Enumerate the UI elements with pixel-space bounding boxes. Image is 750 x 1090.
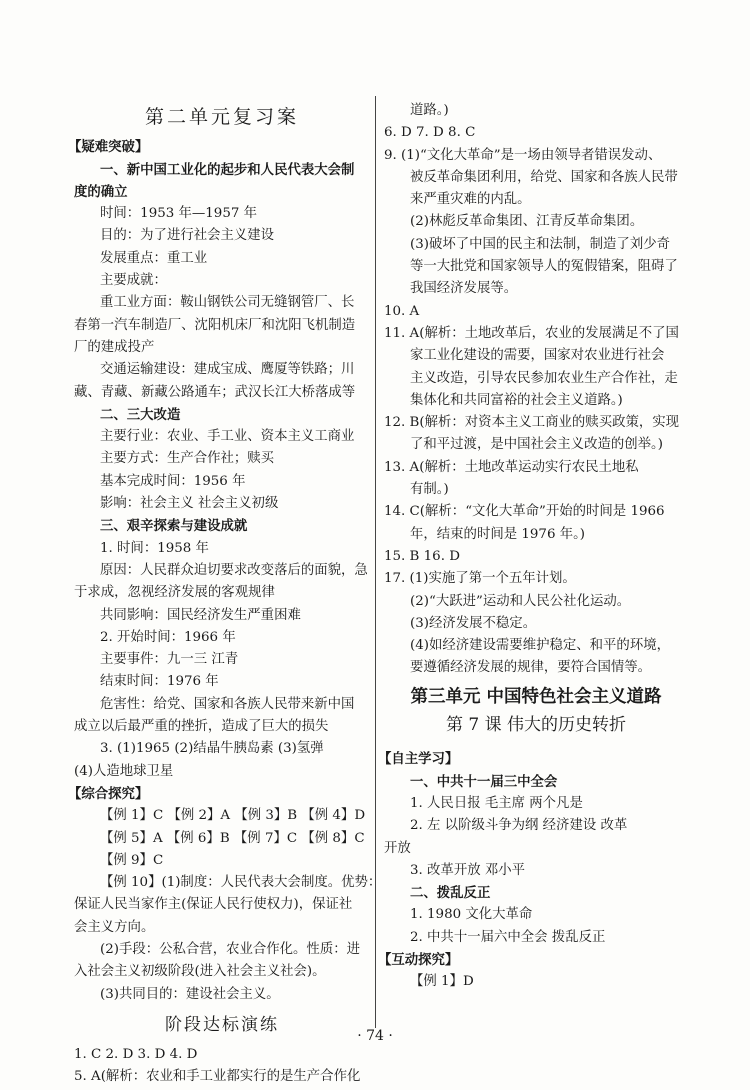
text-line: (3)经济发展不稳定。 bbox=[410, 615, 537, 631]
text-line: 【例 1】C 【例 2】A 【例 3】B 【例 4】D bbox=[100, 808, 366, 824]
text-line: (3)破坏了中国的民主和法制，制造了刘少奇 bbox=[410, 236, 670, 252]
text-line: 【例 9】C bbox=[100, 852, 164, 868]
text-line: 6. D 7. D 8. C bbox=[384, 125, 476, 141]
text-line: 被反革命集团利用，给党、国家和各族人民带 bbox=[410, 169, 678, 185]
text-line: 17. (1)实施了第一个五年计划。 bbox=[384, 571, 576, 587]
text-line: (2)林彪反革命集团、江青反革命集团。 bbox=[410, 214, 644, 230]
lesson-title: 第 7 课 伟大的历史转折 bbox=[445, 715, 627, 736]
left-lines bbox=[68, 136, 382, 1006]
text-line: 家工业化建设的需要，国家对农业进行社会 bbox=[410, 348, 665, 364]
right-column bbox=[378, 100, 688, 994]
text-line: 三、艰辛探索与建设成就 bbox=[100, 518, 248, 535]
text-line: 【自主学习】 bbox=[378, 751, 459, 768]
text-line: 【例 5】A 【例 6】B 【例 7】C 【例 8】C bbox=[100, 830, 365, 846]
text-line: (2)手段：公私合营，农业合作化。性质：进 bbox=[100, 941, 360, 957]
text-line: 影响：社会主义 社会主义初级 bbox=[100, 496, 279, 512]
text-line: 度的确立 bbox=[74, 183, 128, 200]
text-line: 要遵循经济发展的规律，要符合国情等。 bbox=[410, 660, 652, 676]
text-line: 12. B(解析：对资本主义工商业的赎买政策，实现 bbox=[384, 415, 680, 431]
left-tail bbox=[74, 1044, 370, 1089]
text-line: 入社会主义初级阶段(进入社会主义社会)。 bbox=[74, 964, 326, 980]
text-line: 10. A bbox=[384, 303, 420, 319]
text-line: 主义改造，引导农民参加农业生产合作社，走 bbox=[410, 370, 678, 386]
unit-title: 第三单元 中国特色社会主义道路 bbox=[410, 686, 662, 707]
text-line: 【疑难突破】 bbox=[68, 139, 149, 156]
text-line: (2)“大跃进”运动和人民公社化运动。 bbox=[410, 593, 631, 609]
text-line: 2. 左 以阶级斗争为纲 经济建设 改革 bbox=[410, 818, 628, 834]
text-line: 9. (1)“文化大革命”是一场由领导者错误发动、 bbox=[384, 147, 662, 163]
text-line: 原因：人民群众迫切要求改变落后的面貌，急 bbox=[100, 562, 368, 578]
text-line: 会主义方向。 bbox=[74, 919, 155, 935]
text-line: 年，结束的时间是 1976 年。) bbox=[410, 526, 586, 542]
text-line: 一、中共十一届三中全会 bbox=[410, 773, 558, 790]
text-line: 道路。) bbox=[410, 103, 449, 118]
text-line: 主要事件：九一三 江青 bbox=[100, 652, 239, 668]
text-line: 【互动探究】 bbox=[378, 951, 459, 968]
text-line: 3. (1)1965 (2)结晶牛胰岛素 (3)氢弹 bbox=[100, 741, 324, 757]
text-line: 春第一汽车制造厂、沈阳机床厂和沈阳飞机制造 bbox=[74, 317, 356, 333]
right-tail bbox=[378, 748, 688, 993]
text-line: 2. 开始时间：1966 年 bbox=[100, 629, 236, 645]
text-line: 来严重灾难的内乱。 bbox=[410, 192, 531, 208]
text-line: 主要方式：生产合作社；赎买 bbox=[100, 451, 275, 467]
text-line: 1. 人民日报 毛主席 两个凡是 bbox=[410, 795, 583, 811]
text-line: 11. A(解析：土地改革后，农业的发展满足不了国 bbox=[384, 325, 679, 341]
text-line: 5. A(解析：农业和手工业都实行的是生产合作化 bbox=[74, 1069, 361, 1085]
text-line: 【例 1】D bbox=[410, 974, 474, 990]
text-line: 15. B 16. D bbox=[384, 548, 460, 564]
text-line: 13. A(解析：土地改革运动实行农民土地私 bbox=[384, 459, 639, 475]
text-line: 一、新中国工业化的起步和人民代表大会制 bbox=[100, 161, 355, 178]
text-line: 3. 改革开放 邓小平 bbox=[410, 862, 526, 878]
text-line: 2. 中共十一届六中全会 拨乱反正 bbox=[410, 929, 606, 945]
text-line: 危害性：给党、国家和各族人民带来新中国 bbox=[100, 696, 355, 712]
text-line: 共同影响：国民经济发生严重困难 bbox=[100, 607, 301, 623]
right-lines bbox=[384, 100, 688, 680]
text-line: 1. C 2. D 3. D 4. D bbox=[74, 1047, 198, 1063]
text-line: 1. 时间：1958 年 bbox=[100, 540, 209, 556]
text-line: 有制。) bbox=[410, 482, 449, 498]
text-line: 开放 bbox=[384, 840, 411, 856]
text-line: 发展重点：重工业 bbox=[100, 250, 208, 266]
text-line: (4)如经济建设需要维护稳定、和平的环境， bbox=[410, 638, 670, 654]
text-line: 目的：为了进行社会主义建设 bbox=[100, 228, 275, 244]
text-line: 【例 10】(1)制度：人民代表大会制度。优势： bbox=[100, 875, 382, 891]
text-line: 1. 1980 文化大革命 bbox=[410, 907, 533, 923]
text-line: 主要成就： bbox=[100, 273, 167, 289]
page-number: · 74 · bbox=[357, 1028, 393, 1044]
text-line: 重工业方面：鞍山钢铁公司无缝钢管厂、长 bbox=[100, 295, 355, 311]
text-line: 结束时间：1976 年 bbox=[100, 674, 219, 690]
text-line: 基本完成时间：1956 年 bbox=[100, 473, 246, 489]
stage-title: 阶段达标演练 bbox=[165, 1014, 279, 1035]
text-line: (3)共同目的：建设社会主义。 bbox=[100, 986, 280, 1002]
text-line: 时间：1953 年—1957 年 bbox=[100, 206, 258, 222]
text-line: 集体化和共同富裕的社会主义道路。) bbox=[410, 392, 623, 408]
text-line: 厂的建成投产 bbox=[74, 339, 155, 355]
text-line: 14. C(解析：“文化大革命”开始的时间是 1966 bbox=[384, 504, 665, 520]
text-line: 藏、青藏、新藏公路通车；武汉长江大桥落成等 bbox=[74, 384, 356, 400]
review-title: 第二单元复习案 bbox=[144, 106, 299, 128]
text-line: 成立以后最严重的挫折，造成了巨大的损失 bbox=[74, 719, 329, 735]
text-line: 【综合探究】 bbox=[68, 785, 149, 802]
text-line: 交通运输建设：建成宝成、鹰厦等铁路；川 bbox=[100, 362, 355, 378]
text-line: 保证人民当家作主(保证人民行使权力)，保证社 bbox=[74, 897, 353, 913]
text-line: 等一大批党和国家领导人的冤假错案，阻碍了 bbox=[410, 259, 678, 275]
text-line: 我国经济发展等。 bbox=[410, 281, 518, 297]
text-line: 主要行业：农业、手工业、资本主义工商业 bbox=[100, 429, 355, 445]
text-line: 二、拨乱反正 bbox=[410, 885, 491, 902]
text-line: 二、三大改造 bbox=[100, 406, 181, 423]
text-line: 于求成，忽视经济发展的客观规律 bbox=[74, 585, 275, 601]
text-line: (4)人造地球卫星 bbox=[74, 763, 174, 779]
text-line: 了和平过渡，是中国社会主义改造的创举。) bbox=[410, 437, 663, 453]
